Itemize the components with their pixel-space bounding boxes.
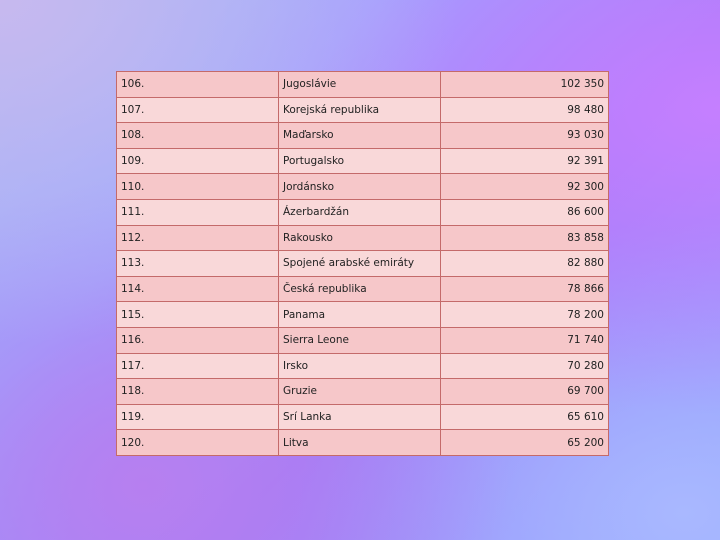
rank-cell: 110. [117, 174, 279, 200]
value-cell: 102 350 [441, 72, 609, 98]
value-cell: 83 858 [441, 225, 609, 251]
rank-cell: 114. [117, 276, 279, 302]
rank-cell: 107. [117, 97, 279, 123]
table-row [117, 353, 609, 379]
country-cell: Jordánsko [279, 174, 441, 200]
table-row [117, 276, 609, 302]
country-area-table [116, 71, 609, 456]
rank-cell: 112. [117, 225, 279, 251]
rank-cell: 117. [117, 353, 279, 379]
value-cell: 78 866 [441, 276, 609, 302]
table-row [117, 327, 609, 353]
country-cell: Portugalsko [279, 148, 441, 174]
rank-cell: 113. [117, 251, 279, 277]
table-row [117, 174, 609, 200]
country-cell: Jugoslávie [279, 72, 441, 98]
country-cell: Spojené arabské emiráty [279, 251, 441, 277]
rank-cell: 108. [117, 123, 279, 149]
value-cell: 92 300 [441, 174, 609, 200]
value-cell: 86 600 [441, 199, 609, 225]
table-row [117, 199, 609, 225]
rank-cell: 106. [117, 72, 279, 98]
table-body [117, 72, 609, 456]
country-cell: Litva [279, 430, 441, 456]
rank-cell: 120. [117, 430, 279, 456]
country-cell: Panama [279, 302, 441, 328]
rank-cell: 109. [117, 148, 279, 174]
country-cell: Gruzie [279, 379, 441, 405]
country-cell: Ázerbardžán [279, 199, 441, 225]
value-cell: 93 030 [441, 123, 609, 149]
country-cell: Česká republika [279, 276, 441, 302]
rank-cell: 116. [117, 327, 279, 353]
country-cell: Maďarsko [279, 123, 441, 149]
value-cell: 71 740 [441, 327, 609, 353]
table-row [117, 225, 609, 251]
country-cell: Sierra Leone [279, 327, 441, 353]
value-cell: 82 880 [441, 251, 609, 277]
country-cell: Korejská republika [279, 97, 441, 123]
table-row [117, 97, 609, 123]
country-cell: Srí Lanka [279, 404, 441, 430]
rank-cell: 115. [117, 302, 279, 328]
rank-cell: 111. [117, 199, 279, 225]
rank-cell: 118. [117, 379, 279, 405]
table-row [117, 430, 609, 456]
table-row [117, 379, 609, 405]
country-cell: Irsko [279, 353, 441, 379]
table-row [117, 302, 609, 328]
table-row [117, 72, 609, 98]
value-cell: 65 200 [441, 430, 609, 456]
value-cell: 92 391 [441, 148, 609, 174]
table-row [117, 251, 609, 277]
country-cell: Rakousko [279, 225, 441, 251]
value-cell: 98 480 [441, 97, 609, 123]
value-cell: 65 610 [441, 404, 609, 430]
value-cell: 69 700 [441, 379, 609, 405]
rank-cell: 119. [117, 404, 279, 430]
table-row [117, 404, 609, 430]
value-cell: 78 200 [441, 302, 609, 328]
table-row [117, 123, 609, 149]
table-row [117, 148, 609, 174]
value-cell: 70 280 [441, 353, 609, 379]
